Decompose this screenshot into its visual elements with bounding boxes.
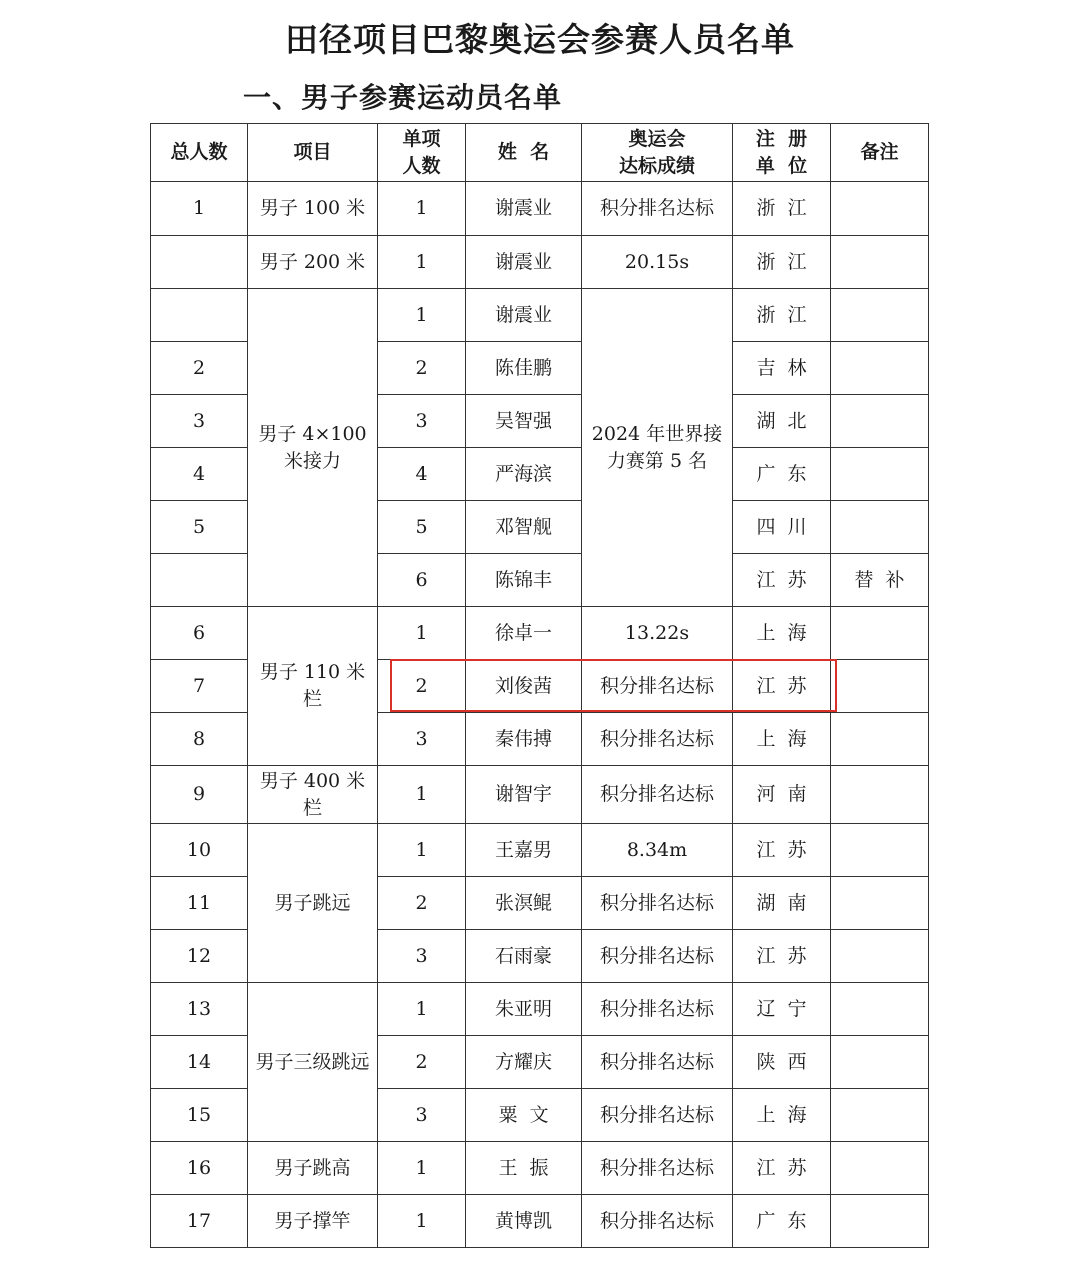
cell-remark [831,342,929,395]
table-row [151,1195,929,1248]
cell-remark [831,1195,929,1248]
cell-unit: 江 苏 [733,824,831,877]
cell-count: 5 [378,501,466,554]
cell-count: 6 [378,554,466,607]
cell-unit: 河 南 [733,766,831,824]
cell-remark [831,713,929,766]
cell-remark [831,1142,929,1195]
cell-standard: 积分排名达标 [582,983,733,1036]
cell-remark [831,930,929,983]
section-title: 一、男子参赛运动员名单 [243,81,563,114]
cell-remark [831,983,929,1036]
cell-standard: 20.15s [582,236,733,289]
cell-name: 谢震业 [466,182,582,236]
cell-name: 严海滨 [466,448,582,501]
cell-unit: 辽 宁 [733,983,831,1036]
table-row [151,289,929,342]
cell-name: 谢震业 [466,289,582,342]
table-row [151,766,929,824]
cell-total: 14 [151,1036,248,1089]
cell-name: 徐卓一 [466,607,582,660]
cell-count: 2 [378,342,466,395]
cell-total: 17 [151,1195,248,1248]
athlete-roster-table [150,123,929,1248]
table-row [151,182,929,236]
cell-name: 邓智舰 [466,501,582,554]
cell-name: 谢智宇 [466,766,582,824]
cell-remark [831,877,929,930]
cell-unit: 广 东 [733,1195,831,1248]
cell-name: 秦伟搏 [466,713,582,766]
cell-standard: 2024 年世界接力赛第 5 名 [582,289,733,607]
cell-unit: 陕 西 [733,1036,831,1089]
cell-unit: 上 海 [733,1089,831,1142]
document-title: 田径项目巴黎奥运会参赛人员名单 [285,20,795,59]
header-event-count-line1: 单项 [402,127,441,150]
cell-name: 陈锦丰 [466,554,582,607]
cell-total: 4 [151,448,248,501]
cell-event: 男子 400 米栏 [248,766,378,824]
header-remark: 备注 [831,124,929,182]
cell-name: 黄博凯 [466,1195,582,1248]
cell-total: 10 [151,824,248,877]
cell-remark [831,236,929,289]
cell-standard: 积分排名达标 [582,1142,733,1195]
cell-total: 15 [151,1089,248,1142]
cell-remark [831,766,929,824]
cell-unit: 浙 江 [733,289,831,342]
cell-name: 方耀庆 [466,1036,582,1089]
header-event: 项目 [248,124,378,182]
header-name: 姓 名 [466,124,582,182]
cell-total: 11 [151,877,248,930]
cell-remark [831,607,929,660]
table-row [151,236,929,289]
cell-total: 6 [151,607,248,660]
header-standard-line1: 奥运会 [628,127,686,150]
cell-count: 1 [378,236,466,289]
cell-unit: 浙 江 [733,236,831,289]
table-header-row [151,124,929,182]
cell-unit: 四 川 [733,501,831,554]
cell-event: 男子跳高 [248,1142,378,1195]
cell-unit: 上 海 [733,713,831,766]
cell-name: 刘俊茜 [466,660,582,713]
cell-remark [831,289,929,342]
cell-unit: 吉 林 [733,342,831,395]
cell-unit: 广 东 [733,448,831,501]
cell-standard: 积分排名达标 [582,1036,733,1089]
cell-name: 谢震业 [466,236,582,289]
table-row [151,1142,929,1195]
cell-standard: 8.34m [582,824,733,877]
cell-count: 2 [378,877,466,930]
cell-count: 3 [378,713,466,766]
cell-total: 9 [151,766,248,824]
cell-count: 1 [378,607,466,660]
cell-remark [831,182,929,236]
cell-remark [831,660,929,713]
table-row [151,824,929,877]
cell-total: 2 [151,342,248,395]
cell-event: 男子 110 米栏 [248,607,378,766]
table-row [151,983,929,1036]
cell-total: 16 [151,1142,248,1195]
cell-remark [831,1036,929,1089]
cell-unit: 江 苏 [733,554,831,607]
cell-count: 2 [378,1036,466,1089]
cell-count: 1 [378,1195,466,1248]
cell-event: 男子跳远 [248,824,378,983]
cell-remark [831,824,929,877]
cell-unit: 湖 北 [733,395,831,448]
cell-event: 男子 4×100 米接力 [248,289,378,607]
cell-remark [831,448,929,501]
cell-total: 7 [151,660,248,713]
cell-standard: 积分排名达标 [582,713,733,766]
header-standard [582,124,733,182]
cell-count: 1 [378,182,466,236]
header-unit-line2: 单 位 [755,154,808,177]
cell-name: 石雨豪 [466,930,582,983]
cell-unit: 浙 江 [733,182,831,236]
cell-count: 1 [378,766,466,824]
cell-standard: 13.22s [582,607,733,660]
cell-standard: 积分排名达标 [582,1089,733,1142]
cell-total: 3 [151,395,248,448]
cell-total: 1 [151,182,248,236]
cell-remark [831,501,929,554]
cell-standard: 积分排名达标 [582,766,733,824]
cell-total [151,236,248,289]
header-unit-line1: 注 册 [755,127,808,150]
cell-total: 12 [151,930,248,983]
cell-unit: 江 苏 [733,930,831,983]
cell-standard: 积分排名达标 [582,182,733,236]
cell-name: 王 振 [466,1142,582,1195]
cell-name: 粟 文 [466,1089,582,1142]
cell-total: 8 [151,713,248,766]
cell-name: 陈佳鹏 [466,342,582,395]
table-row [151,607,929,660]
cell-count: 3 [378,930,466,983]
cell-standard: 积分排名达标 [582,660,733,713]
cell-total [151,289,248,342]
cell-standard: 积分排名达标 [582,877,733,930]
cell-count: 1 [378,983,466,1036]
cell-count: 1 [378,289,466,342]
cell-name: 张溟鲲 [466,877,582,930]
cell-count: 3 [378,395,466,448]
cell-name: 王嘉男 [466,824,582,877]
cell-standard: 积分排名达标 [582,1195,733,1248]
cell-event: 男子三级跳远 [248,983,378,1142]
cell-unit: 江 苏 [733,1142,831,1195]
cell-unit: 上 海 [733,607,831,660]
header-event-count [378,124,466,182]
header-total: 总人数 [151,124,248,182]
cell-remark: 替 补 [831,554,929,607]
cell-event: 男子 200 米 [248,236,378,289]
cell-total: 13 [151,983,248,1036]
cell-name: 吴智强 [466,395,582,448]
header-unit [733,124,831,182]
cell-count: 4 [378,448,466,501]
cell-count: 3 [378,1089,466,1142]
cell-remark [831,1089,929,1142]
header-event-count-line2: 人数 [402,154,441,177]
header-standard-line2: 达标成绩 [618,154,695,177]
cell-unit: 江 苏 [733,660,831,713]
cell-count: 1 [378,1142,466,1195]
cell-event: 男子 100 米 [248,182,378,236]
cell-count: 1 [378,824,466,877]
cell-total [151,554,248,607]
cell-remark [831,395,929,448]
cell-unit: 湖 南 [733,877,831,930]
cell-event: 男子撑竿 [248,1195,378,1248]
cell-total: 5 [151,501,248,554]
cell-name: 朱亚明 [466,983,582,1036]
cell-standard: 积分排名达标 [582,930,733,983]
cell-count: 2 [378,660,466,713]
